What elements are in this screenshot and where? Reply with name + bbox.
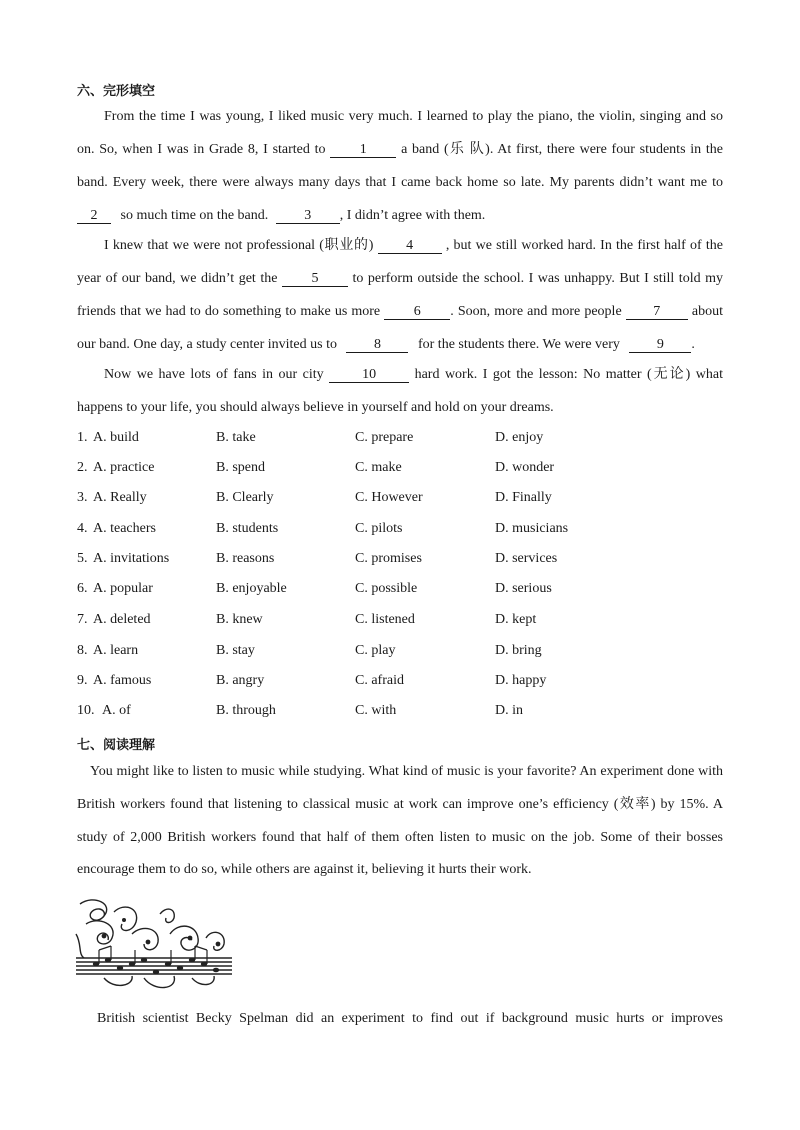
option-d: D. bring (495, 643, 542, 658)
option-b: B. students (216, 521, 279, 536)
option-d: D. services (495, 551, 558, 566)
question-number: 8. (77, 643, 88, 658)
section-heading-cloze: 六、完形填空 (77, 84, 156, 99)
blank-10: 10 (329, 367, 409, 383)
passage-line (77, 140, 723, 160)
option-b: B. spend (216, 460, 265, 475)
passage-line (104, 365, 723, 385)
option-c: C. listened (355, 612, 415, 627)
passage-text: so much time on the band. (120, 208, 269, 223)
option-c: C. promises (355, 551, 422, 566)
option-a: A. learn (93, 643, 139, 658)
option-c: C. with (355, 703, 397, 718)
option-c: C. possible (355, 581, 418, 596)
blank-7: 7 (626, 304, 688, 320)
option-a: A. build (93, 430, 139, 445)
question-number: 4. (77, 521, 88, 536)
option-b: B. knew (216, 612, 263, 627)
option-a: A. of (102, 703, 131, 718)
passage-line: encourage them to do so, while others are against it, believing it hurts their work. (77, 862, 532, 877)
passage-line (77, 335, 723, 355)
option-b: B. enjoyable (216, 581, 287, 596)
option-c: C. make (355, 460, 402, 475)
option-a: A. Really (93, 490, 147, 505)
option-a: A. popular (93, 581, 153, 596)
section-heading-reading: 七、阅读理解 (77, 738, 156, 753)
option-b: B. angry (216, 673, 265, 688)
passage-line: happens to your life, you should always believe in yourself and hold on your dreams. (77, 400, 554, 415)
blank-3: 3 (276, 208, 340, 224)
question-number: 6. (77, 581, 88, 596)
passage-line: You might like to listen to music while studying. What kind of music is your favorite? An experiment done with (90, 764, 723, 779)
passage-text: our band. One day, a study center invited us to (77, 337, 337, 352)
question-number: 10. (77, 703, 95, 718)
passage-line: British scientist Becky Spelman did an experiment to find out if background music hurts or improves (97, 1011, 723, 1026)
passage-text: , but we still worked hard. In the first half of the (445, 238, 724, 253)
option-a: A. practice (93, 460, 155, 475)
blank-9: 9 (629, 337, 691, 353)
option-d: D. in (495, 703, 523, 718)
option-a: A. deleted (93, 612, 151, 627)
option-b: B. take (216, 430, 256, 445)
passage-line: band. Every week, there were always many days that I came back home so late. My parents didn’t want me to (77, 175, 723, 190)
option-c: C. prepare (355, 430, 414, 445)
option-d: D. wonder (495, 460, 555, 475)
passage-line (104, 236, 723, 256)
option-b: B. through (216, 703, 276, 718)
question-number: 7. (77, 612, 88, 627)
passage-text: , I didn’t agree with them. (339, 208, 486, 223)
passage-text: I knew that we were not professional (职业的) (104, 238, 374, 253)
passage-text: . (691, 337, 695, 352)
option-b: B. Clearly (216, 490, 274, 505)
option-a: A. invitations (93, 551, 170, 566)
passage-text: hard work. I got the lesson: No matter (无论) what (414, 367, 723, 382)
blank-1: 1 (330, 142, 396, 158)
option-d: D. kept (495, 612, 537, 627)
option-a: A. famous (93, 673, 152, 688)
blank-2: 2 (77, 208, 111, 224)
question-number: 5. (77, 551, 88, 566)
option-b: B. stay (216, 643, 255, 658)
blank-8: 8 (346, 337, 408, 353)
passage-text: to perform outside the school. I was unhappy. But I still told my (352, 271, 723, 286)
music-staff-ornament-icon (74, 894, 234, 994)
passage-text: for the students there. We were very (417, 337, 620, 352)
passage-text: year of our band, we didn’t get the (77, 271, 278, 286)
blank-6: 6 (384, 304, 450, 320)
passage-line (77, 302, 723, 322)
blank-5: 5 (282, 271, 348, 287)
question-number: 9. (77, 673, 88, 688)
passage-text: friends that we had to do something to make us more (77, 304, 381, 319)
option-d: D. serious (495, 581, 552, 596)
blank-4: 4 (378, 238, 442, 254)
option-c: C. pilots (355, 521, 403, 536)
passage-line (77, 206, 723, 226)
passage-text: on. So, when I was in Grade 8, I started to (77, 142, 326, 157)
passage-line (77, 269, 723, 289)
passage-line: British workers found that listening to classical music at work can improve one’s efficiency (效率) by 15%. A (77, 797, 723, 812)
passage-text: a band (乐 队). At first, there were four students in the (401, 142, 724, 157)
option-b: B. reasons (216, 551, 275, 566)
option-d: D. musicians (495, 521, 569, 536)
option-c: C. afraid (355, 673, 404, 688)
option-d: D. enjoy (495, 430, 544, 445)
passage-line: study of 2,000 British workers found that half of them often listen to music on the job. Some of their bosses (77, 830, 723, 845)
passage-line: From the time I was young, I liked music very much. I learned to play the piano, the violin, singing and so (104, 109, 723, 124)
passage-text: . Soon, more and more people (450, 304, 622, 319)
question-number: 1. (77, 430, 88, 445)
question-number: 2. (77, 460, 88, 475)
option-c: C. play (355, 643, 396, 658)
passage-text: Now we have lots of fans in our city (104, 367, 324, 382)
question-number: 3. (77, 490, 88, 505)
option-a: A. teachers (93, 521, 156, 536)
option-c: C. However (355, 490, 423, 505)
passage-text: about (691, 304, 723, 319)
option-d: D. happy (495, 673, 547, 688)
option-d: D. Finally (495, 490, 552, 505)
